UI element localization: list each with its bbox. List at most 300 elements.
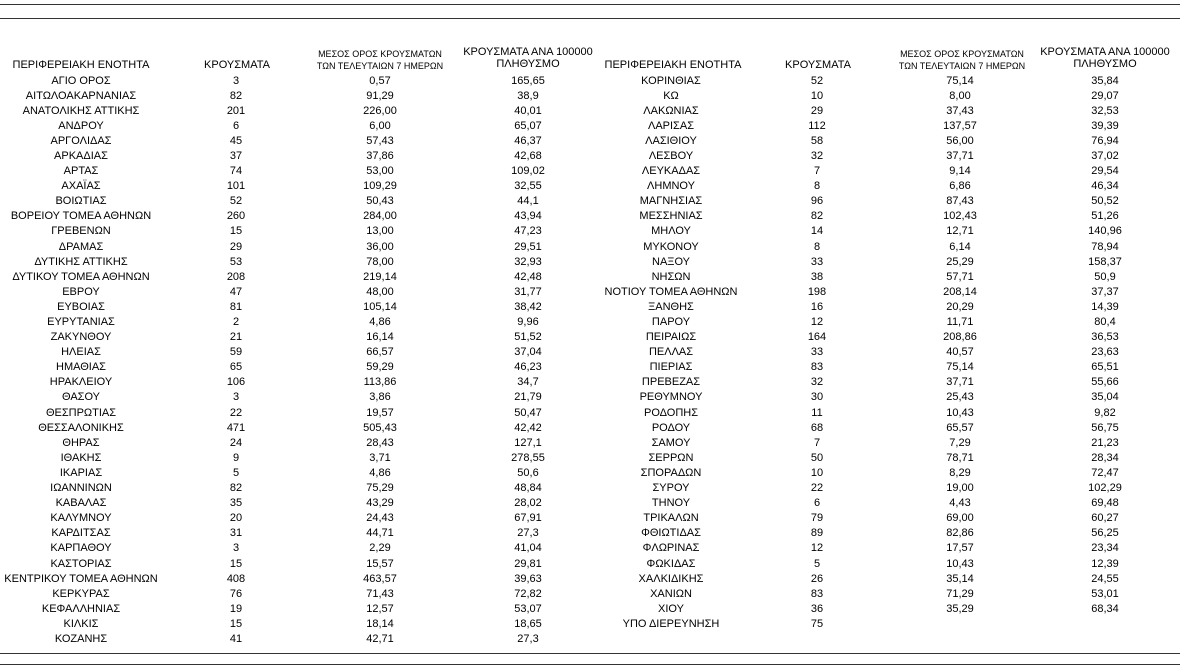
left-cell-per100k: 21,79 bbox=[514, 391, 542, 404]
right-cell-region: ΞΑΝΘΗΣ bbox=[648, 300, 694, 313]
left-cell-cases: 15 bbox=[229, 225, 243, 238]
table-row bbox=[0, 360, 1200, 375]
left-cell-per100k: 38,42 bbox=[514, 300, 542, 313]
table-row bbox=[0, 285, 1200, 300]
left-cell-per100k: 43,94 bbox=[514, 210, 542, 223]
left-cell-cases: 65 bbox=[229, 361, 243, 374]
left-cell-avg7: 42,71 bbox=[366, 632, 394, 645]
table-row bbox=[0, 541, 1200, 556]
left-cell-cases: 3 bbox=[232, 391, 240, 404]
right-cell-cases: 38 bbox=[810, 270, 824, 283]
table-row bbox=[0, 330, 1200, 345]
left-cell-per100k: 39,63 bbox=[514, 572, 542, 585]
left-cell-per100k: 46,23 bbox=[514, 361, 542, 374]
left-header-avg-line1: ΜΕΣΟΣ ΟΡΟΣ ΚΡΟΥΣΜΑΤΩΝ bbox=[318, 49, 442, 59]
left-cell-cases: 22 bbox=[229, 406, 243, 419]
left-cell-region: ΘΕΣΠΡΩΤΙΑΣ bbox=[45, 406, 117, 419]
right-cell-region: ΣΕΡΡΩΝ bbox=[648, 451, 694, 464]
left-cell-cases: 6 bbox=[232, 119, 240, 132]
table-row bbox=[0, 466, 1200, 481]
right-cell-avg7: 10,43 bbox=[946, 557, 974, 570]
table-row bbox=[0, 617, 1200, 632]
right-cell-avg7: 8,29 bbox=[949, 466, 971, 479]
right-cell-cases: 52 bbox=[810, 74, 824, 87]
left-cell-region: ΚΑΡΠΑΘΟΥ bbox=[50, 542, 112, 555]
left-cell-avg7: 463,57 bbox=[363, 572, 397, 585]
right-cell-per100k: 140,96 bbox=[1088, 225, 1122, 238]
right-cell-avg7: 6,14 bbox=[949, 240, 971, 253]
left-cell-avg7: 105,14 bbox=[363, 300, 397, 313]
left-cell-cases: 35 bbox=[229, 497, 243, 510]
left-cell-per100k: 40,01 bbox=[514, 104, 542, 117]
right-cell-avg7: 137,57 bbox=[943, 119, 977, 132]
right-cell-avg7: 87,43 bbox=[946, 195, 974, 208]
right-cell-avg7: 37,71 bbox=[946, 149, 974, 162]
right-cell-avg7: 35,29 bbox=[946, 602, 974, 615]
left-cell-region: ΚΕΡΚΥΡΑΣ bbox=[52, 587, 110, 600]
bottom-rule-2 bbox=[0, 664, 1180, 665]
table-row bbox=[0, 496, 1200, 511]
left-cell-region: ΙΩΑΝΝΙΝΩΝ bbox=[50, 482, 112, 495]
right-cell-per100k: 29,07 bbox=[1091, 89, 1119, 102]
left-cell-region: ΒΟΡΕΙΟΥ ΤΟΜΕΑ ΑΘΗΝΩΝ bbox=[10, 210, 152, 223]
left-cell-region: ΑΝΑΤΟΛΙΚΗΣ ΑΤΤΙΚΗΣ bbox=[22, 104, 140, 117]
right-cell-region: ΡΟΔΟΠΗΣ bbox=[643, 406, 699, 419]
right-cell-region: ΤΗΝΟΥ bbox=[651, 497, 691, 510]
left-cell-avg7: 15,57 bbox=[366, 557, 394, 570]
right-cell-cases: 33 bbox=[810, 255, 824, 268]
table-row bbox=[0, 526, 1200, 541]
right-cell-per100k: 37,02 bbox=[1091, 149, 1119, 162]
right-cell-region: ΧΑΝΙΩΝ bbox=[650, 587, 692, 600]
left-cell-avg7: 4,86 bbox=[369, 466, 391, 479]
left-cell-avg7: 226,00 bbox=[363, 104, 397, 117]
right-cell-cases: 12 bbox=[810, 316, 824, 328]
right-cell-cases: 89 bbox=[810, 527, 824, 540]
right-cell-region: ΝΑΞΟΥ bbox=[652, 255, 690, 268]
left-cell-avg7: 3,86 bbox=[369, 391, 391, 404]
table-row bbox=[0, 345, 1200, 360]
left-cell-region: ΓΡΕΒΕΝΩΝ bbox=[51, 225, 111, 238]
right-cell-cases: 32 bbox=[810, 376, 824, 389]
right-cell-region: ΥΠΟ ΔΙΕΡΕΥΝΗΣΗ bbox=[622, 617, 720, 630]
left-cell-per100k: 42,48 bbox=[514, 270, 542, 283]
right-cell-avg7: 17,57 bbox=[946, 542, 974, 555]
left-cell-region: ΚΑΣΤΟΡΙΑΣ bbox=[50, 557, 112, 570]
left-cell-cases: 20 bbox=[229, 512, 243, 525]
left-cell-avg7: 66,57 bbox=[366, 346, 394, 359]
left-cell-region: ΕΥΒΟΙΑΣ bbox=[57, 300, 105, 313]
right-cell-per100k: 56,75 bbox=[1091, 421, 1119, 434]
right-cell-per100k: 21,23 bbox=[1091, 436, 1119, 449]
left-cell-region: ΔΥΤΙΚΗΣ ΑΤΤΙΚΗΣ bbox=[34, 255, 128, 268]
left-cell-cases: 208 bbox=[226, 270, 246, 283]
right-cell-per100k: 53,01 bbox=[1091, 587, 1119, 600]
left-cell-cases: 24 bbox=[229, 436, 243, 449]
right-cell-per100k: 65,51 bbox=[1091, 361, 1119, 374]
left-header-per100k bbox=[448, 46, 608, 70]
left-cell-avg7: 24,43 bbox=[366, 512, 394, 525]
right-cell-cases: 32 bbox=[810, 149, 824, 162]
table-row bbox=[0, 587, 1200, 602]
left-cell-cases: 19 bbox=[229, 602, 243, 615]
right-cell-avg7: 25,43 bbox=[946, 391, 974, 404]
right-cell-avg7: 102,43 bbox=[943, 210, 977, 223]
right-cell-cases: 96 bbox=[810, 195, 824, 208]
left-cell-region: ΚΑΛΥΜΝΟΥ bbox=[50, 512, 112, 525]
left-cell-per100k: 127,1 bbox=[514, 436, 542, 449]
left-header-avg bbox=[298, 48, 462, 72]
left-header-cases: ΚΡΟΥΣΜΑΤΑ bbox=[204, 59, 270, 71]
table-row bbox=[0, 104, 1200, 119]
left-cell-avg7: 18,14 bbox=[366, 617, 394, 630]
left-cell-region: ΚΕΦΑΛΛΗΝΙΑΣ bbox=[41, 602, 121, 615]
left-cell-per100k: 67,91 bbox=[514, 512, 542, 525]
left-cell-cases: 81 bbox=[229, 300, 243, 313]
left-cell-cases: 59 bbox=[229, 346, 243, 359]
right-cell-per100k: 50,9 bbox=[1094, 270, 1116, 283]
left-cell-region: ΗΜΑΘΙΑΣ bbox=[56, 361, 106, 374]
left-cell-cases: 15 bbox=[229, 557, 243, 570]
right-cell-avg7: 4,43 bbox=[949, 497, 971, 510]
left-cell-cases: 76 bbox=[229, 587, 243, 600]
right-cell-cases: 75 bbox=[810, 617, 824, 630]
left-cell-avg7: 109,29 bbox=[363, 180, 397, 193]
left-header-region: ΠΕΡΙΦΕΡΕΙΑΚΗ ΕΝΟΤΗΤΑ bbox=[12, 59, 150, 71]
left-cell-avg7: 36,00 bbox=[366, 240, 394, 253]
left-cell-cases: 9 bbox=[232, 451, 240, 464]
left-cell-cases: 106 bbox=[226, 376, 246, 389]
right-cell-cases: 8 bbox=[813, 240, 821, 253]
right-cell-region: ΦΩΚΙΔΑΣ bbox=[646, 557, 696, 570]
table-row bbox=[0, 179, 1200, 194]
left-cell-region: ΔΡΑΜΑΣ bbox=[58, 240, 104, 253]
right-cell-per100k: 102,29 bbox=[1088, 482, 1122, 495]
left-cell-region: ΗΡΑΚΛΕΙΟΥ bbox=[49, 376, 113, 389]
right-header-per100k-line1: ΚΡΟΥΣΜΑΤΑ ΑΝΑ 100000 bbox=[1040, 46, 1170, 58]
left-cell-cases: 101 bbox=[226, 180, 246, 193]
left-cell-avg7: 44,71 bbox=[366, 527, 394, 540]
right-cell-avg7: 82,86 bbox=[946, 527, 974, 540]
table-row bbox=[0, 164, 1200, 179]
right-cell-avg7: 20,29 bbox=[946, 300, 974, 313]
left-cell-per100k: 28,02 bbox=[514, 497, 542, 510]
right-cell-per100k: 50,52 bbox=[1091, 195, 1119, 208]
left-cell-per100k: 109,02 bbox=[511, 165, 545, 178]
right-cell-per100k: 55,66 bbox=[1091, 376, 1119, 389]
left-cell-region: ΒΟΙΩΤΙΑΣ bbox=[55, 195, 107, 208]
right-cell-region: ΠΙΕΡΙΑΣ bbox=[649, 361, 693, 374]
right-cell-cases: 36 bbox=[810, 602, 824, 615]
left-cell-per100k: 278,55 bbox=[511, 451, 545, 464]
right-cell-avg7: 10,43 bbox=[946, 406, 974, 419]
right-cell-region: ΜΥΚΟΝΟΥ bbox=[643, 240, 699, 253]
left-cell-cases: 471 bbox=[226, 421, 246, 434]
right-cell-cases: 10 bbox=[810, 89, 824, 102]
right-cell-cases: 82 bbox=[810, 210, 824, 223]
table-row bbox=[0, 481, 1200, 496]
right-cell-per100k: 158,37 bbox=[1088, 255, 1122, 268]
left-cell-per100k: 27,3 bbox=[517, 632, 539, 645]
table-row bbox=[0, 74, 1200, 89]
right-cell-avg7: 78,71 bbox=[946, 451, 974, 464]
left-cell-avg7: 12,57 bbox=[366, 602, 394, 615]
left-cell-cases: 2 bbox=[232, 316, 240, 328]
right-cell-region: ΣΥΡΟΥ bbox=[652, 482, 690, 495]
left-cell-cases: 31 bbox=[229, 527, 243, 540]
right-header-cases: ΚΡΟΥΣΜΑΤΑ bbox=[785, 59, 851, 71]
left-cell-region: ΙΘΑΚΗΣ bbox=[60, 451, 102, 464]
right-cell-per100k: 69,48 bbox=[1091, 497, 1119, 510]
left-cell-avg7: 53,00 bbox=[366, 165, 394, 178]
left-cell-avg7: 4,86 bbox=[369, 316, 391, 328]
left-cell-cases: 15 bbox=[229, 617, 243, 630]
left-cell-avg7: 43,29 bbox=[366, 497, 394, 510]
right-cell-per100k: 80,4 bbox=[1094, 316, 1116, 328]
table-row bbox=[0, 209, 1200, 224]
table-row bbox=[0, 375, 1200, 390]
right-cell-avg7: 69,00 bbox=[946, 512, 974, 525]
left-cell-avg7: 16,14 bbox=[366, 331, 394, 344]
left-cell-per100k: 27,3 bbox=[517, 527, 539, 540]
right-cell-avg7: 37,43 bbox=[946, 104, 974, 117]
right-cell-avg7: 12,71 bbox=[946, 225, 974, 238]
right-cell-cases: 30 bbox=[810, 391, 824, 404]
left-cell-per100k: 48,84 bbox=[514, 482, 542, 495]
left-cell-per100k: 38,9 bbox=[517, 89, 539, 102]
right-cell-region: ΤΡΙΚΑΛΩΝ bbox=[643, 512, 699, 525]
left-cell-region: ΖΑΚΥΝΘΟΥ bbox=[50, 331, 112, 344]
right-cell-avg7: 11,71 bbox=[946, 316, 974, 328]
left-cell-cases: 3 bbox=[232, 542, 240, 555]
left-cell-region: ΑΧΑΪΑΣ bbox=[61, 180, 101, 193]
right-header-per100k-line2: ΠΛΗΘΥΣΜΟ bbox=[1073, 58, 1137, 70]
right-cell-avg7: 35,14 bbox=[946, 572, 974, 585]
top-rule-2 bbox=[0, 18, 1180, 19]
right-cell-cases: 8 bbox=[813, 180, 821, 193]
right-cell-per100k: 35,04 bbox=[1091, 391, 1119, 404]
right-cell-avg7: 19,00 bbox=[946, 482, 974, 495]
left-cell-cases: 41 bbox=[229, 632, 243, 645]
right-cell-avg7: 208,14 bbox=[943, 285, 977, 298]
right-cell-avg7: 25,29 bbox=[946, 255, 974, 268]
left-cell-avg7: 0,57 bbox=[369, 74, 391, 87]
right-cell-region: ΣΠΟΡΑΔΩΝ bbox=[640, 466, 702, 479]
table-row bbox=[0, 390, 1200, 405]
right-cell-region: ΛΕΥΚΑΔΑΣ bbox=[641, 165, 701, 178]
right-cell-per100k: 37,37 bbox=[1091, 285, 1119, 298]
table-row bbox=[0, 270, 1200, 285]
left-cell-avg7: 59,29 bbox=[366, 361, 394, 374]
left-cell-per100k: 31,77 bbox=[514, 285, 542, 298]
right-cell-avg7: 75,14 bbox=[946, 361, 974, 374]
table-row bbox=[0, 300, 1200, 315]
right-cell-region: ΠΡΕΒΕΖΑΣ bbox=[641, 376, 701, 389]
right-cell-avg7: 65,57 bbox=[946, 421, 974, 434]
table-row bbox=[0, 632, 1200, 647]
table-row bbox=[0, 572, 1200, 587]
bottom-rule bbox=[0, 653, 1180, 654]
right-header-per100k bbox=[1024, 46, 1186, 70]
right-cell-region: ΡΟΔΟΥ bbox=[651, 421, 691, 434]
left-cell-avg7: 50,43 bbox=[366, 195, 394, 208]
left-cell-cases: 260 bbox=[226, 210, 246, 223]
left-cell-per100k: 65,07 bbox=[514, 119, 542, 132]
right-cell-per100k: 68,34 bbox=[1091, 602, 1119, 615]
right-cell-cases: 10 bbox=[810, 466, 824, 479]
left-cell-avg7: 19,57 bbox=[366, 406, 394, 419]
left-cell-avg7: 91,29 bbox=[366, 89, 394, 102]
right-header-avg-line2: ΤΩΝ ΤΕΛΕΥΤΑΙΩΝ 7 ΗΜΕΡΩΝ bbox=[898, 61, 1026, 71]
left-cell-cases: 5 bbox=[232, 466, 240, 479]
left-cell-region: ΗΛΕΙΑΣ bbox=[61, 346, 101, 359]
right-cell-per100k: 14,39 bbox=[1091, 300, 1119, 313]
left-cell-cases: 52 bbox=[229, 195, 243, 208]
right-cell-per100k: 36,53 bbox=[1091, 331, 1119, 344]
right-cell-per100k: 56,25 bbox=[1091, 527, 1119, 540]
right-cell-cases: 6 bbox=[813, 497, 821, 510]
left-cell-avg7: 6,00 bbox=[369, 119, 391, 132]
right-cell-per100k: 46,34 bbox=[1091, 180, 1119, 193]
left-cell-avg7: 284,00 bbox=[363, 210, 397, 223]
right-cell-region: ΛΑΚΩΝΙΑΣ bbox=[643, 104, 699, 117]
table-row bbox=[0, 224, 1200, 239]
right-cell-region: ΚΩ bbox=[663, 89, 679, 102]
left-cell-cases: 21 bbox=[229, 331, 243, 344]
table-row bbox=[0, 451, 1200, 466]
right-cell-per100k: 35,84 bbox=[1091, 74, 1119, 87]
left-cell-region: ΑΙΤΩΛΟΑΚΑΡΝΑΝΙΑΣ bbox=[25, 89, 137, 102]
right-cell-cases: 33 bbox=[810, 346, 824, 359]
left-cell-avg7: 37,86 bbox=[366, 149, 394, 162]
left-cell-per100k: 47,23 bbox=[514, 225, 542, 238]
right-cell-region: ΜΑΓΝΗΣΙΑΣ bbox=[639, 195, 703, 208]
left-cell-cases: 82 bbox=[229, 482, 243, 495]
right-cell-region: ΝΗΣΩΝ bbox=[651, 270, 691, 283]
left-cell-per100k: 44,1 bbox=[517, 195, 539, 208]
right-cell-per100k: 72,47 bbox=[1091, 466, 1119, 479]
table-row bbox=[0, 194, 1200, 209]
left-cell-avg7: 48,00 bbox=[366, 285, 394, 298]
right-cell-avg7: 8,00 bbox=[949, 89, 971, 102]
right-cell-region: ΛΗΜΝΟΥ bbox=[647, 180, 695, 193]
left-cell-per100k: 50,6 bbox=[517, 466, 539, 479]
data-table bbox=[0, 74, 1200, 648]
table-row bbox=[0, 557, 1200, 572]
left-cell-region: ΘΗΡΑΣ bbox=[62, 436, 100, 449]
right-cell-region: ΛΕΣΒΟΥ bbox=[648, 149, 694, 162]
right-cell-avg7: 6,86 bbox=[949, 180, 971, 193]
table-row bbox=[0, 315, 1200, 330]
left-cell-cases: 45 bbox=[229, 134, 243, 147]
left-cell-avg7: 28,43 bbox=[366, 436, 394, 449]
right-cell-avg7: 56,00 bbox=[946, 134, 974, 147]
left-cell-per100k: 29,51 bbox=[514, 240, 542, 253]
left-cell-region: ΔΥΤΙΚΟΥ ΤΟΜΕΑ ΑΘΗΝΩΝ bbox=[12, 270, 150, 283]
left-cell-per100k: 51,52 bbox=[514, 331, 542, 344]
left-cell-region: ΚΟΖΑΝΗΣ bbox=[54, 632, 108, 645]
left-cell-region: ΑΓΙΟ ΟΡΟΣ bbox=[51, 74, 111, 87]
left-cell-cases: 53 bbox=[229, 255, 243, 268]
left-cell-avg7: 113,86 bbox=[363, 376, 397, 389]
right-cell-avg7: 37,71 bbox=[946, 376, 974, 389]
left-cell-avg7: 2,29 bbox=[369, 542, 391, 555]
left-cell-region: ΘΕΣΣΑΛΟΝΙΚΗΣ bbox=[38, 421, 124, 434]
left-cell-avg7: 75,29 bbox=[366, 482, 394, 495]
left-cell-avg7: 13,00 bbox=[366, 225, 394, 238]
right-cell-region: ΦΛΩΡΙΝΑΣ bbox=[642, 542, 700, 555]
right-cell-per100k: 9,82 bbox=[1094, 406, 1116, 419]
right-cell-region: ΛΑΣΙΘΙΟΥ bbox=[645, 134, 697, 147]
right-cell-per100k: 24,55 bbox=[1091, 572, 1119, 585]
right-cell-region: ΠΕΛΛΑΣ bbox=[648, 346, 694, 359]
left-cell-cases: 201 bbox=[226, 104, 246, 117]
right-header-avg bbox=[880, 48, 1044, 72]
right-cell-avg7: 9,14 bbox=[949, 165, 971, 178]
right-cell-per100k: 32,53 bbox=[1091, 104, 1119, 117]
right-cell-avg7: 40,57 bbox=[946, 346, 974, 359]
right-cell-per100k: 78,94 bbox=[1091, 240, 1119, 253]
right-cell-avg7: 71,29 bbox=[946, 587, 974, 600]
left-cell-per100k: 165,65 bbox=[511, 74, 545, 87]
left-cell-cases: 37 bbox=[229, 149, 243, 162]
table-row bbox=[0, 602, 1200, 617]
right-cell-region: ΡΕΘΥΜΝΟΥ bbox=[639, 391, 703, 404]
left-cell-region: ΑΝΔΡΟΥ bbox=[58, 119, 104, 132]
left-cell-cases: 47 bbox=[229, 285, 243, 298]
right-cell-cases: 7 bbox=[813, 165, 821, 178]
left-cell-region: ΚΑΒΑΛΑΣ bbox=[55, 497, 107, 510]
table-row bbox=[0, 511, 1200, 526]
right-cell-per100k: 23,34 bbox=[1091, 542, 1119, 555]
right-cell-region: ΧΙΟΥ bbox=[658, 602, 684, 615]
table-row bbox=[0, 89, 1200, 104]
right-cell-cases: 83 bbox=[810, 587, 824, 600]
right-cell-avg7: 75,14 bbox=[946, 74, 974, 87]
left-cell-per100k: 72,82 bbox=[514, 587, 542, 600]
left-cell-region: ΚΕΝΤΡΙΚΟΥ ΤΟΜΕΑ ΑΘΗΝΩΝ bbox=[4, 572, 158, 585]
right-cell-cases: 11 bbox=[811, 406, 823, 419]
left-cell-per100k: 9,96 bbox=[517, 316, 539, 328]
left-header-per100k-line1: ΚΡΟΥΣΜΑΤΑ ΑΝΑ 100000 bbox=[463, 46, 593, 58]
left-cell-avg7: 3,71 bbox=[369, 451, 391, 464]
table-row bbox=[0, 240, 1200, 255]
left-cell-per100k: 46,37 bbox=[514, 134, 542, 147]
left-cell-per100k: 34,7 bbox=[517, 376, 539, 389]
left-cell-cases: 408 bbox=[226, 572, 246, 585]
right-cell-per100k: 51,26 bbox=[1091, 210, 1119, 223]
left-cell-region: ΘΑΣΟΥ bbox=[61, 391, 101, 404]
left-cell-avg7: 505,43 bbox=[363, 421, 397, 434]
right-cell-cases: 79 bbox=[810, 512, 824, 525]
right-cell-per100k: 76,94 bbox=[1091, 134, 1119, 147]
right-cell-cases: 68 bbox=[810, 421, 824, 434]
left-cell-per100k: 18,65 bbox=[514, 617, 542, 630]
left-cell-region: ΕΥΡΥΤΑΝΙΑΣ bbox=[47, 316, 115, 328]
right-cell-region: ΧΑΛΚΙΔΙΚΗΣ bbox=[638, 572, 704, 585]
right-header-avg-line1: ΜΕΣΟΣ ΟΡΟΣ ΚΡΟΥΣΜΑΤΩΝ bbox=[900, 49, 1024, 59]
left-cell-region: ΑΡΚΑΔΙΑΣ bbox=[54, 149, 108, 162]
right-cell-cases: 83 bbox=[810, 361, 824, 374]
right-cell-avg7: 57,71 bbox=[946, 270, 974, 283]
table-row bbox=[0, 255, 1200, 270]
right-cell-cases: 26 bbox=[810, 572, 824, 585]
left-cell-region: ΚΑΡΔΙΤΣΑΣ bbox=[51, 527, 111, 540]
left-cell-region: ΙΚΑΡΙΑΣ bbox=[59, 466, 103, 479]
right-cell-cases: 12 bbox=[810, 542, 824, 555]
table-row bbox=[0, 119, 1200, 134]
left-cell-region: ΚΙΛΚΙΣ bbox=[63, 617, 99, 630]
